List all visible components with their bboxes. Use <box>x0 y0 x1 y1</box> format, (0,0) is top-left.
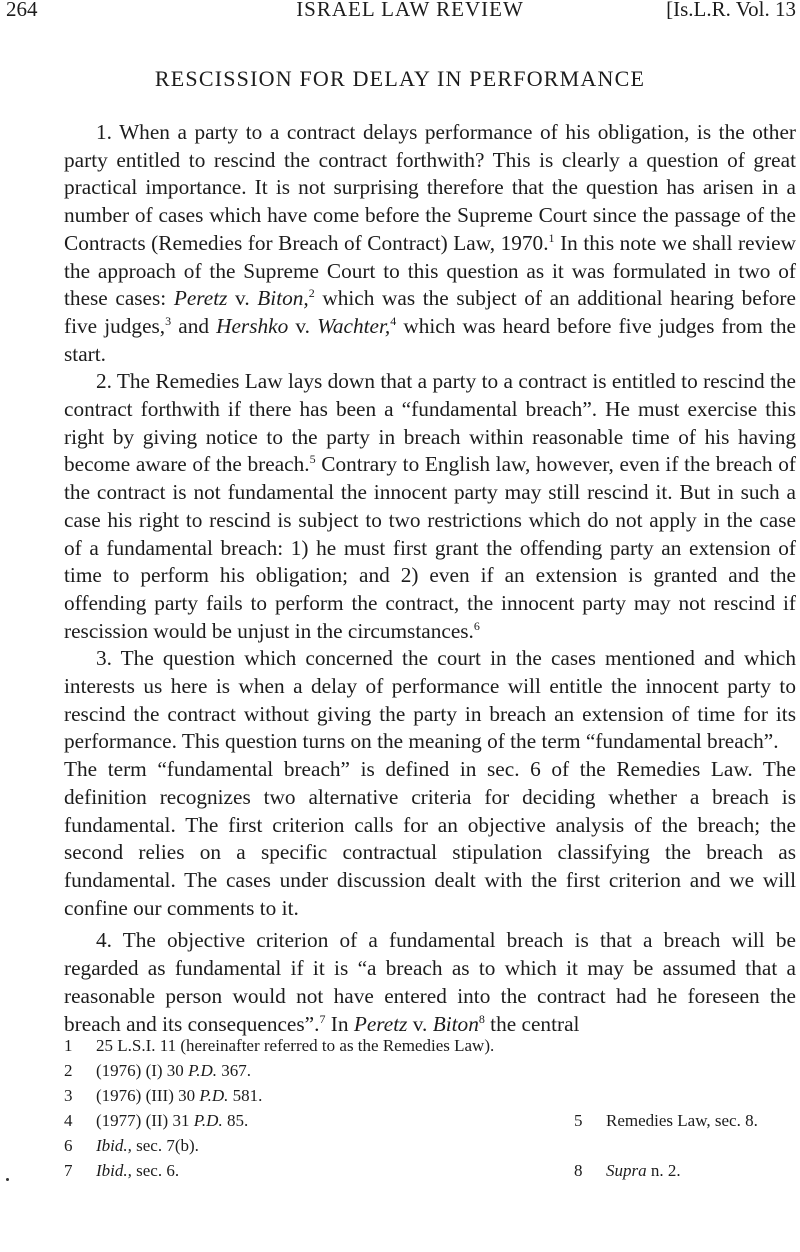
footnote-ref-7: 7 <box>319 1011 326 1026</box>
footnote-7: 7 Ibid., sec. 6. <box>64 1161 180 1180</box>
case-name: Biton <box>432 1011 479 1036</box>
footnote-6: 6 Ibid., sec. 7(b). <box>64 1136 199 1155</box>
case-name: Hershko <box>216 313 289 338</box>
footnote-ref-1: 1 <box>548 230 555 245</box>
page-number: 264 <box>6 0 38 21</box>
paragraph-4: The term “fundamental breach” is defined in sec. 6 of the Remedies Law. The definition recognizes two alternative criteria for deciding whether a breach is fundamental. The first criterion calls for an objective analysis of the breach; the second relies on a specific contractual stipulation classifying the breach as fundamental. The cases under discussion dealt with the first criterion and we will confine our comments to it. <box>64 757 796 920</box>
footnote-ref-8: 8 <box>478 1011 485 1026</box>
footnote-ref-4: 4 <box>390 313 397 328</box>
paragraph-5: 4. The objective criterion of a fundamental breach is that a breach will be regarded as fundamental if it is “a breach as to which it may be assumed that a reasonable person would not have entered into the contract had he foreseen the breach and its consequences”.$^7$ In Peretz v. Biton$^8$ the central <box>64 928 796 1036</box>
margin-speck <box>6 1178 9 1181</box>
footnote-5: 5 Remedies Law, sec. 8. <box>574 1111 758 1130</box>
footnote-ref-3: 3 <box>165 313 172 328</box>
article-title: RESCISSION FOR DELAY IN PERFORMANCE <box>154 66 646 91</box>
case-name: Biton, <box>257 286 309 311</box>
footnote-ref-2: 2 <box>308 286 315 301</box>
case-name: Peretz <box>173 286 228 311</box>
footnotes <box>64 1033 796 1183</box>
case-name: Wachter, <box>317 313 391 338</box>
footnote-ref-5: 5 <box>309 452 316 467</box>
footnote-4: 4 (1977) (II) 31 P.D. 85. <box>64 1111 249 1130</box>
case-name: Peretz <box>353 1011 408 1036</box>
journal-title: ISRAEL LAW REVIEW <box>296 0 524 21</box>
paragraph-3: 3. The question which concerned the court in the cases mentioned and which interests us here is when a delay of performance will entitle the innocent party to rescind the contract without giving the party in breach an extension of time for its performance. This question turns on the meaning of the term “fundamental breach”. <box>64 646 796 754</box>
footnote-ref-6: 6 <box>473 618 480 633</box>
running-header <box>6 0 800 24</box>
paragraph-2: 2. The Remedies Law lays down that a party to a contract is entitled to rescind the contract forthwith if there has been a “fundamental breach”. He must exercise this right by giving notice to the party in breach within reasonable time of his having become aware of the breach.$^5$ Contrary to English law, however, even if the breach of the contract is not fundamental the innocent party may still rescind it. But in such a case his right to rescind is subject to two restrictions which do not apply in the case of a fundamental breach: 1) he must first grant the offending party an extension of time to perform his obligation; and 2) even if an extension is granted and the offending party fails to perform the contract, the innocent party may not rescind if rescission would be unjust in the circumstances.$^6$ <box>64 369 796 643</box>
footnote-1: 1 25 L.S.I. 11 (hereinafter referred to as the Remedies Law). <box>64 1036 495 1055</box>
volume-label: [Is.L.R. Vol. 13 <box>666 0 796 21</box>
paragraph-1: 1. When a party to a contract delays performance of his obligation, is the other party entitled to rescind the contract forthwith? This is clearly a question of great practical importance. It is not surprising therefore that the question has arisen in a number of cases which have come before the Supreme Court since the passage of the Contracts (Remedies for Breach of Contract) Law, 1970.$^1$ In this note we shall review the approach of the Supreme Court to this question as it was formulated in two of these cases: Peretz v. Biton,$^2$ which was the subject of an additional hearing before five judges,$^3$ and Hershko v. Wachter,$^4$ which was heard before five judges from the start. <box>64 120 796 366</box>
article-body <box>64 119 796 1038</box>
footnote-8: 8 Supra n. 2. <box>574 1161 681 1180</box>
footnote-2: 2 (1976) (I) 30 P.D. 367. <box>64 1061 252 1080</box>
footnote-3: 3 (1976) (III) 30 P.D. 581. <box>64 1086 263 1105</box>
